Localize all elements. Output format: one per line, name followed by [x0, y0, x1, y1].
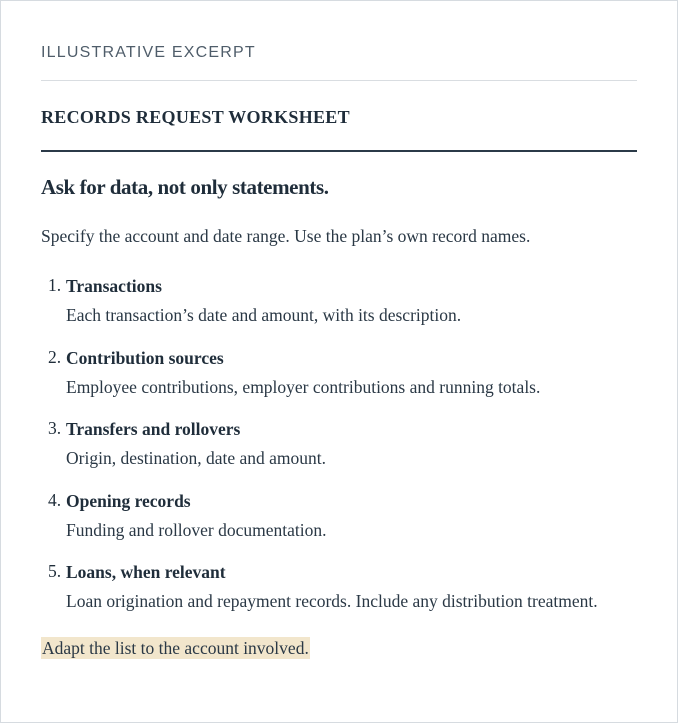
headline: Ask for data, not only statements.: [41, 175, 329, 199]
list-item: [41, 275, 637, 347]
footer-note: Adapt the list to the account involved.: [42, 638, 309, 658]
request-list: [41, 275, 637, 633]
list-item: [41, 561, 637, 633]
title-divider: [41, 150, 637, 152]
intro-text: Specify the account and date range. Use the plan’s own record names.: [41, 226, 531, 246]
item-number: 4.: [48, 489, 62, 510]
eyebrow-label: ILLUSTRATIVE EXCERPT: [41, 44, 256, 61]
item-description: Origin, destination, date and amount.: [66, 448, 327, 469]
item-title: Transactions: [66, 276, 162, 296]
item-description: Employee contributions, employer contributions and running totals.: [66, 376, 541, 397]
worksheet-title: RECORDS REQUEST WORKSHEET: [41, 107, 350, 127]
item-title: Contribution sources: [66, 347, 224, 368]
list-item: [41, 418, 637, 490]
list-item: [41, 490, 637, 562]
item-description: Loan origination and repayment records. Include any distribution treatment.: [66, 591, 598, 612]
list-item: [41, 347, 637, 419]
top-divider: [41, 80, 637, 81]
item-title: Loans, when relevant: [66, 562, 226, 583]
item-number: 3.: [48, 418, 62, 439]
item-number: 1.: [48, 275, 62, 295]
item-number: 5.: [48, 561, 62, 582]
item-title: Opening records: [66, 490, 191, 511]
item-description: Each transaction’s date and amount, with its description.: [66, 305, 462, 325]
item-number: 2.: [48, 346, 62, 367]
item-description: Funding and rollover documentation.: [66, 519, 327, 540]
item-title: Transfers and rollovers: [66, 419, 241, 440]
